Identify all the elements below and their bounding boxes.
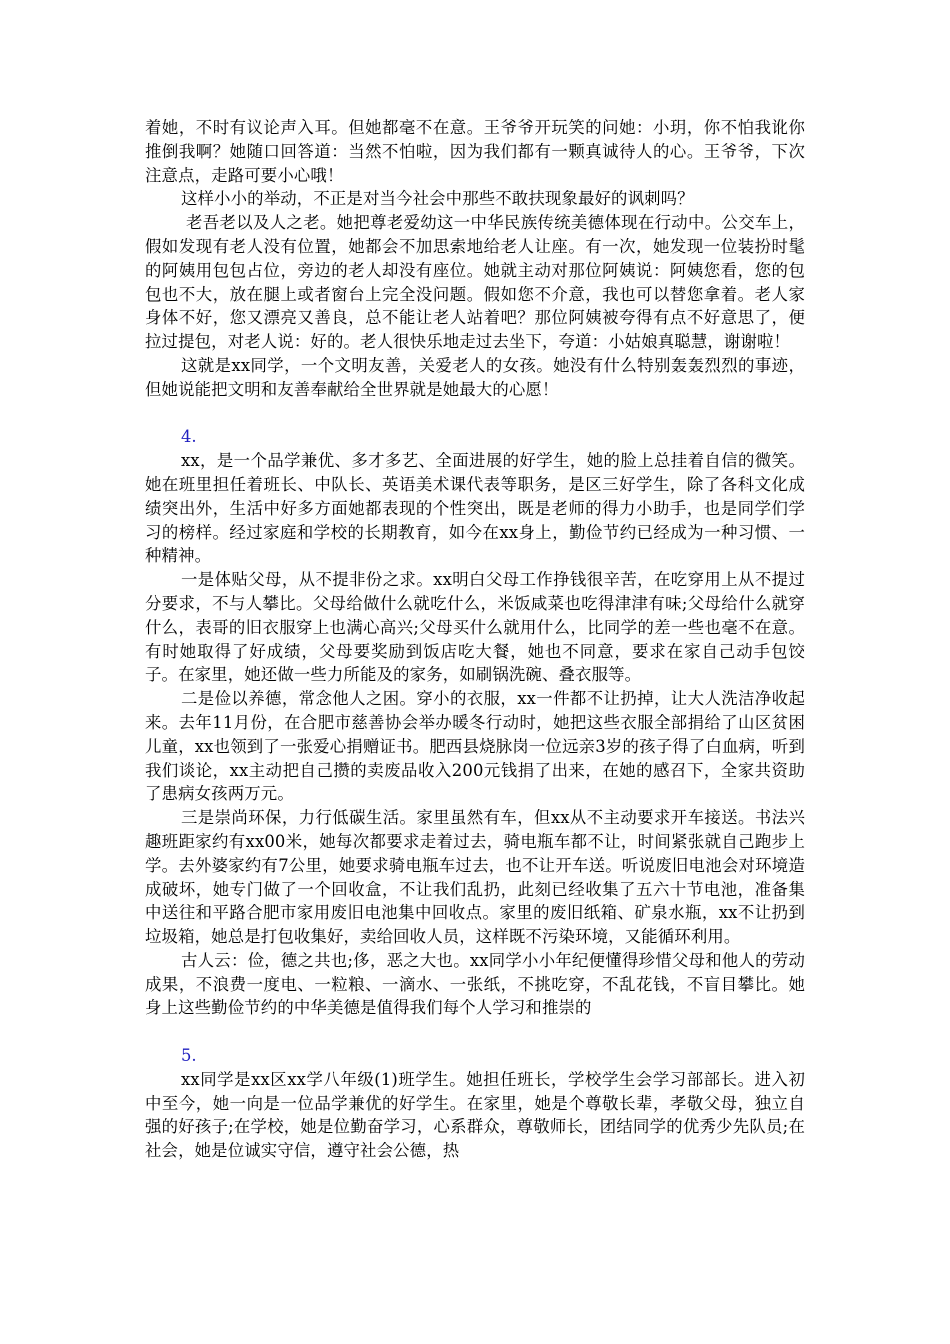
paragraph-section4-p4: 三是崇尚环保，力行低碳生活。家里虽然有车，但xx从不主动要求开车接送。书法兴趣班距家约有xx00米，她每次都要求走着过去，骑电瓶车都不让，时间紧张就自己跑步上学。去外婆家约有7公里，她要求骑电瓶车过去，也不让开车送。听说废旧电池会对环境造成破坏，她专门做了一个回收盒，不让我们乱扔，此刻已经收集了五六十节电池，准备集中送往和平路合肥市家用废旧电池集中回收点。家里的废旧纸箱、矿泉水瓶，xx不让扔到垃圾箱，她总是打包收集好，卖给回收人员，这样既不污染环境，又能循环利用。 <box>145 808 805 947</box>
paragraph-section4-p1: xx，是一个品学兼优、多才多艺、全面进展的好学生，她的脸上总挂着自信的微笑。她在班里担任着班长、中队长、英语美术课代表等职务，是区三好学生，除了各科文化成绩突出外，生活中好多方面她都表现的个性突出，既是老师的得力小助手，也是同学们学习的榜样。经过家庭和学校的长期教育，如今在xx身上，勤俭节约已经成为一种习惯、一种精神。 <box>145 451 805 566</box>
paragraph-section3-p4: 这就是xx同学，一个文明友善，关爱老人的女孩。她没有什么特别轰轰烈烈的事迹，但她说能把文明和友善奉献给全世界就是她最大的心愿！ <box>145 355 805 399</box>
paragraph-section3-p2: 这样小小的举动，不正是对当今社会中那些不敢扶现象最好的讽刺吗？ <box>181 189 694 209</box>
paragraph-section4-p2: 一是体贴父母，从不提非份之求。xx明白父母工作挣钱很辛苦，在吃穿用上从不提过分要求，不与人攀比。父母给做什么就吃什么，米饭咸菜也吃得津津有味;父母给什么就穿什么，表哥的旧衣服穿上也满心高兴;父母买什么就用什么，比同学的差一些也毫不在意。有时她取得了好成绩，父母要奖励到饭店吃大餐，她也不同意，要求在家自己动手包饺子。在家里，她还做一些力所能及的家务，如刷锅洗碗、叠衣服等。 <box>145 570 805 685</box>
paragraph-section5-p1: xx同学是xx区xx学八年级(1)班学生。她担任班长，学校学生会学习部部长。进入初中至今，她一向是一位品学兼优的好学生。在家里，她是个尊敬长辈，孝敬父母，独立自强的好孩子;在学校，她是位勤奋学习，心系群众，尊敬师长，团结同学的优秀少先队员;在社会，她是位诚实守信，遵守社会公德，热 <box>145 1069 805 1161</box>
paragraph-section3-p3: 老吾老以及人之老。她把尊老爱幼这一中华民族传统美德体现在行动中。公交车上，假如发现有老人没有位置，她都会不加思索地给老人让座。有一次，她发现一位装扮时髦的阿姨用包包占位，旁边的老人却没有座位。她就主动对那位阿姨说：阿姨您看，您的包包也不大，放在腿上或者窗台上完全没问题。假如您不介意，我也可以替您拿着。老人家身体不好，您又漂亮又善良，总不能让老人站着吧？那位阿姨被夸得有点不好意思了，便拉过提包，对老人说：好的。老人很快乐地走过去坐下，夸道：小姑娘真聪慧，谢谢啦！ <box>145 213 805 352</box>
paragraph-section4-p3: 二是俭以养德，常念他人之困。穿小的衣服，xx一件都不让扔掉，让大人洗洁净收起来。去年11月份，在合肥市慈善协会举办暖冬行动时，她把这些衣服全部捐给了山区贫困儿童，xx也领到了一张爱心捐赠证书。肥西县烧脉岗一位远亲3岁的孩子得了白血病，听到我们谈论，xx主动把自己攒的卖废品收入200元钱捐了出来，在她的感召下，全家共资助了患病女孩两万元。 <box>145 689 805 804</box>
document-page <box>145 116 805 1163</box>
paragraph-section4-p5: 古人云：俭，德之共也;侈，恶之大也。xx同学小小年纪便懂得珍惜父母和他人的劳动成果，不浪费一度电、一粒粮、一滴水、一张纸，不挑吃穿，不乱花钱，不盲目攀比。她身上这些勤俭节约的中华美德是值得我们每个人学习和推崇的 <box>145 950 805 1018</box>
paragraph-section3-p1: 着她，不时有议论声入耳。但她都毫不在意。王爷爷开玩笑的问她：小玥，你不怕我讹你推倒我啊？她随口回答道：当然不怕啦，因为我们都有一颗真诚待人的心。王爷爷，下次注意点，走路可要小心哦！ <box>145 118 805 185</box>
section-number-4: 4. <box>181 427 197 447</box>
section-number-5: 5. <box>181 1046 197 1066</box>
blank-line <box>145 402 805 426</box>
blank-line <box>145 1020 805 1044</box>
